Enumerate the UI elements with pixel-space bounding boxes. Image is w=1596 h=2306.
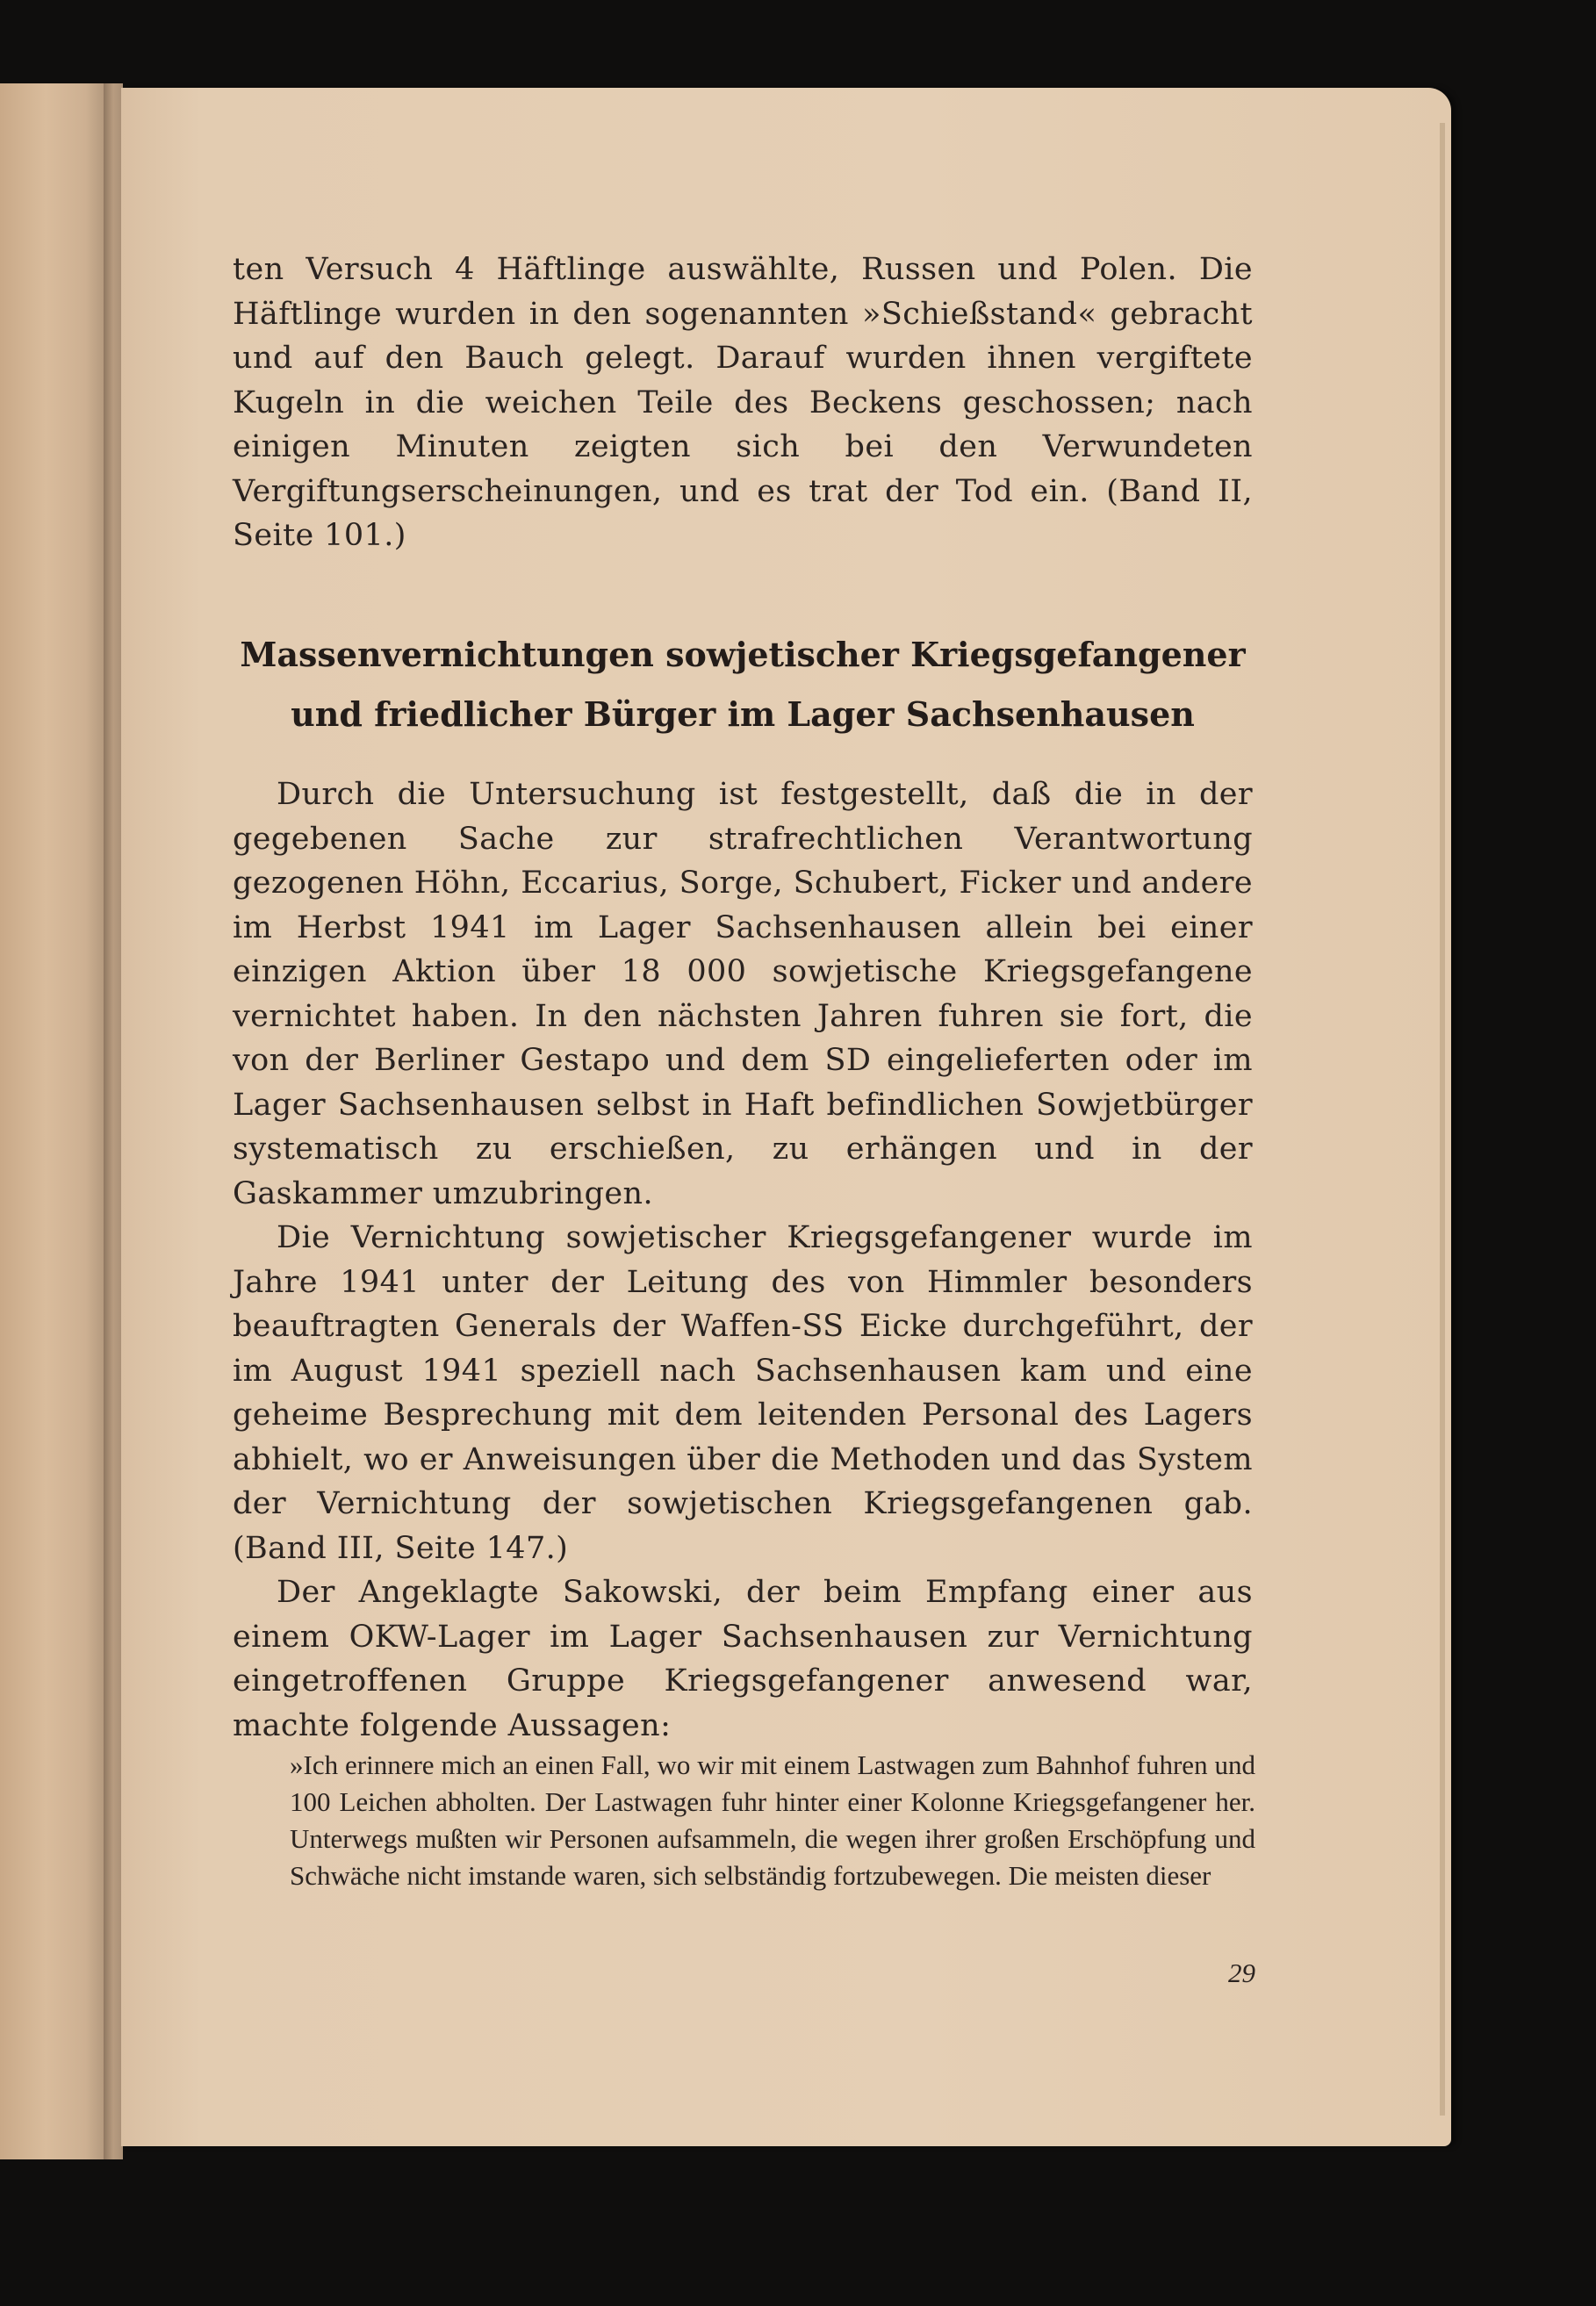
heading-line-1: Massenvernichtungen sowjetischer Kriegsgefangener: [240, 635, 1246, 674]
body-text: [233, 772, 1253, 1748]
book-gutter: [104, 83, 123, 2159]
facing-page-edge: [0, 83, 114, 2159]
testimony-quote: »Ich erinnere mich an einen Fall, wo wir mit einem Lastwagen zum Bahnhof fuhren und 100 Leichen abholten. Der Lastwagen fuhr hinter einer Kolonne Kriegsgefangener her. Unterwegs mußten wir Personen aufsammeln, die wegen ihrer großen Erschöpfung und Schwäche nicht imstande waren, sich selbständig fortzubewegen. Die meisten dieser: [290, 1749, 1255, 1891]
page-number: 29: [1228, 1958, 1255, 1988]
paragraph-eicke: Die Vernichtung sowjetischer Kriegsgefangener wurde im Jahre 1941 unter der Leitung des von Himmler besonders beauftragten Generals der Waffen-SS Eicke durchgeführt, der im August 1941 speziell nach Sachsenhausen kam und eine geheime Besprechung mit dem leitenden Personal des Lagers abhielt, wo er Anweisungen über die Methoden und das System der Vernichtung der sowjetischen Kriegsgefangenen gab. (Band III, Seite 147.): [233, 1220, 1253, 1566]
paragraph-intro: ten Versuch 4 Häftlinge auswählte, Russen und Polen. Die Häftlinge wurden in den sogenannten »Schießstand« gebracht und auf den Bauch gelegt. Darauf wurden ihnen vergiftete Kugeln in die weichen Teile des Beckens geschossen; nach einigen Minuten zeigten sich bei den Verwundeten Vergiftungserscheinungen, und es trat der Tod ein. (Band II, Seite 101.): [233, 252, 1253, 553]
page-stack-edge: [1440, 123, 1445, 2116]
paragraph-investigation: Durch die Untersuchung ist festgestellt, daß die in der gegebenen Sache zur strafrechtlichen Verantwortung gezogenen Höhn, Eccarius, Sorge, Schubert, Ficker und andere im Herbst 1941 im Lager Sachsenhausen allein bei einer einzigen Aktion über 18 000 sowjetische Kriegsgefangene vernichtet haben. In den nächsten Jahren fuhren sie fort, die von der Berliner Gestapo und dem SD eingelieferten oder im Lager Sachsenhausen selbst in Haft befindlichen Sowjetbürger systematisch zu erschießen, zu erhängen und in der Gaskammer umzubringen.: [233, 777, 1253, 1211]
heading-line-2: und friedlicher Bürger im Lager Sachsenhausen: [291, 694, 1195, 734]
section-heading: [233, 625, 1253, 744]
paragraph-sakowski: Der Angeklagte Sakowski, der beim Empfang einer aus einem OKW-Lager im Lager Sachsenhausen zur Vernichtung eingetroffenen Gruppe Kriegsgefangener anwesend war, machte folgende Aussagen:: [233, 1575, 1253, 1743]
